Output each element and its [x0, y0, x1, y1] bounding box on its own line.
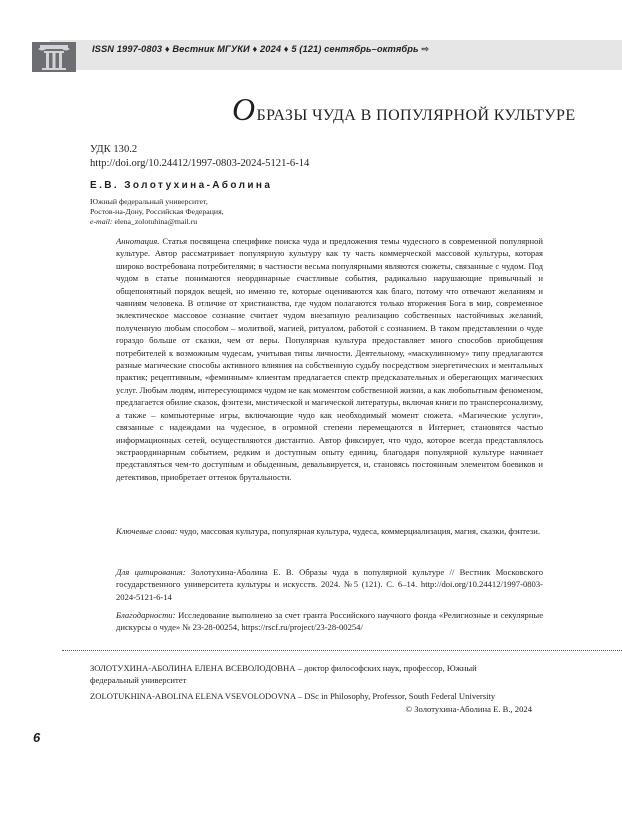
acknowledgments: [116, 609, 543, 634]
author-bio-en: ZOLOTUKHINA-ABOLINA ELENA VSEVOLODOVNA – DSc in Philosophy, Professor, South Federal University: [90, 691, 496, 701]
affiliation-line: Южный федеральный университет,: [90, 197, 208, 206]
doi-link[interactable]: http://doi.org/10.24412/1997-0803-2024-5121-6-14: [90, 158, 310, 169]
column-logo-icon: [30, 42, 78, 72]
page-number: 6: [33, 730, 41, 745]
keywords-text: чудо, массовая культура, популярная культура, чудеса, коммерциализация, магия, сказки, фэнтези.: [179, 526, 541, 536]
article-title: [232, 93, 576, 125]
author-bio-ru-cont: федеральный университет: [90, 675, 187, 685]
udk-code: УДК 130.2: [90, 144, 138, 155]
acknowledgments-label: Благодарности:: [116, 610, 176, 620]
journal-header: ISSN 1997-0803 ♦ Вестник МГУКИ ♦ 2024 ♦ 5 (121) сентябрь–октябрь ⇨: [92, 44, 430, 54]
affiliation-line: Ростов-на-Дону, Российская Федерация,: [90, 207, 224, 216]
citation: [116, 566, 543, 603]
abstract-text: Статья посвящена специфике поиска чуда и предложения темы чудесного в современной популярной культуре. Автор рассматривает популярную культуру как ту часть коммерческой массовой культуры, которая широко востребована потребителями; в частности весьма популярными являются сюжеты, связанные с чудом. Под чудом в статье понимаются неординарные счастливые события, радикально нарушающие привычный и общепонятный порядок вещей, но именно те, которые оцениваются как благо, потому что отвечают желаниям и чаяниям человека. В отличие от христианства, где чудом полагаются только вторжения Бога в мир, современное эклектическое массовое сознание считает чудом внезапную реализацию собственных настойчивых желаний, полученную любым способом – молитвой, магией, ритуалом, работой с сознанием. В таком представлении о чуде гораздо больше от сказки, чем от веры. Популярная культура предоставляет много способов приобщения потребителей к возможным чудесам, учитывая типы личности. Деятельному, «маскулинному» типу предлагаются разные магические способы активного влияния на собственную судьбу посредством энергетических и ментальных практик; рецептивным, «феминным» клиентам предлагается спектр предсказательных и оберегающих магических услуг. Любым людям, интересующимся чудом не как моментом собственной жизни, а как любопытным феноменом, предлагается обилие сказок, фэнтези, мистической и магической литературы, включая книги по трансперсонализму, а также – компьютерные игры, включающие чудо как необходимый момент сюжета. «Магические услуги», связанные с надеждами на чудесное, в огромной степени перемещаются в Интернет, становятся частью информационных сетей, осуществляются дистантно. Автор фиксирует, что чудо, которое всегда представлялось экстраординарным событием, редким и доступным опыту единиц, благодаря популярной культуре начинает представляться чем-то доступным и обыденным, девальвируется, и, становясь постоянным элементом боевиков и детективов, приобретает оттенок брутальности.: [116, 236, 543, 482]
citation-text: Золотухина-Аболина Е. В. Образы чуда в популярной культуре // Вестник Московского государственного университета культуры и искусств. 2024. №5 (121). С. 6–14. http://doi.org/10.24412/1997-0803-2024-5121-6-14: [116, 567, 543, 602]
abstract: [116, 235, 543, 483]
acknowledgments-text: Исследование выполнено за счет гранта Российского научного фонда «Религиозные и секулярные дискурсы о чуде» № 23-28-00254, https://rscf.ru/project/23-28-00254/: [116, 610, 544, 633]
dotted-divider: [62, 650, 622, 651]
author-email[interactable]: elena_zolotuhina@mail.ru: [114, 217, 198, 226]
email-line: [90, 217, 197, 226]
title-initial: О: [232, 91, 256, 127]
keywords: [116, 525, 543, 537]
author-name: Е.В. Золотухина-Аболина: [90, 180, 273, 191]
author-bio-ru: ЗОЛОТУХИНА-АБОЛИНА ЕЛЕНА ВСЕВОЛОДОВНА – доктор философских наук, профессор, Южный: [90, 663, 477, 673]
citation-label: Для цитирования:: [116, 567, 186, 577]
keywords-label: Ключевые слова:: [116, 526, 178, 536]
title-rest: БРАЗЫ ЧУДА В ПОПУЛЯРНОЙ КУЛЬТУРЕ: [256, 107, 576, 124]
email-label: e-mail:: [90, 217, 113, 226]
copyright: © Золотухина-Аболина Е. В., 2024: [405, 704, 532, 714]
abstract-label: Аннотация.: [116, 236, 160, 246]
